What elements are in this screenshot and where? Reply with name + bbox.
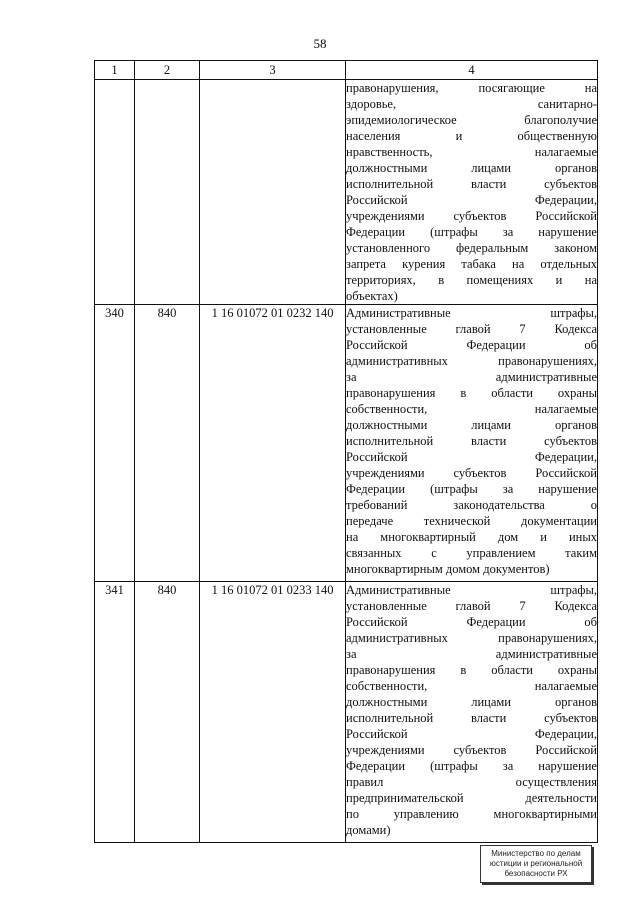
description-line: на многоквартирный дом и иных	[346, 530, 597, 544]
description-line: Федерации (штрафы за нарушение	[346, 225, 597, 239]
description-line: исполнительной власти субъектов	[346, 434, 597, 448]
description-line: объектах)	[346, 289, 398, 303]
column-header: 4	[346, 61, 598, 80]
ministry-registration-stamp	[480, 845, 592, 883]
description-line: эпидемиологическое благополучие	[346, 113, 597, 127]
administrator-code: 840	[135, 582, 200, 843]
budget-classification-code	[200, 80, 346, 305]
table-row	[95, 305, 598, 582]
description-line: учреждениями субъектов Российской	[346, 466, 597, 480]
row-description	[346, 80, 598, 305]
description-line: передаче технической документации	[346, 514, 597, 528]
row-number: 341	[95, 582, 135, 843]
budget-classification-code: 1 16 01072 01 0232 140	[200, 305, 346, 582]
description-line: собственности, налагаемые	[346, 402, 597, 416]
description-line: установленные главой 7 Кодекса	[346, 322, 597, 336]
description-line: исполнительной власти субъектов	[346, 711, 597, 725]
description-line: правонарушения в области охраны	[346, 386, 597, 400]
description-line: административных правонарушениях,	[346, 354, 597, 368]
description-line: предпринимательской деятельности	[346, 791, 597, 805]
description-line: учреждениями субъектов Российской	[346, 209, 597, 223]
description-line: Российской Федерации,	[346, 450, 597, 464]
description-line: должностными лицами органов	[346, 418, 597, 432]
description-line: за административные	[346, 370, 597, 384]
description-line: нравственность, налагаемые	[346, 145, 597, 159]
description-line: Российской Федерации об	[346, 615, 597, 629]
administrator-code: 840	[135, 305, 200, 582]
budget-codes-table	[94, 60, 598, 843]
description-line: Федерации (штрафы за нарушение	[346, 482, 597, 496]
description-line: территориях, в помещениях и на	[346, 273, 597, 287]
row-description	[346, 582, 598, 843]
table-row	[95, 80, 598, 305]
description-line: исполнительной власти субъектов	[346, 177, 597, 191]
stamp-line: безопасности РХ	[504, 869, 568, 878]
description-line: административных правонарушениях,	[346, 631, 597, 645]
description-line: Административные штрафы,	[346, 306, 597, 320]
stamp-line: юстиции и региональной	[489, 859, 583, 868]
administrator-code	[135, 80, 200, 305]
description-line: учреждениями субъектов Российской	[346, 743, 597, 757]
description-line: Федерации (штрафы за нарушение	[346, 759, 597, 773]
column-header: 2	[135, 61, 200, 80]
description-line: по управлению многоквартирными	[346, 807, 597, 821]
row-number	[95, 80, 135, 305]
description-line: Российской Федерации об	[346, 338, 597, 352]
description-line: домами)	[346, 823, 391, 837]
description-line: связанных с управлением таким	[346, 546, 597, 560]
table-row	[95, 582, 598, 843]
description-line: должностными лицами органов	[346, 161, 597, 175]
description-line: требований законодательства о	[346, 498, 597, 512]
table-header-row	[95, 61, 598, 80]
description-line: правил осуществления	[346, 775, 597, 789]
description-line: установленного федеральным законом	[346, 241, 597, 255]
description-line: собственности, налагаемые	[346, 679, 597, 693]
description-line: Административные штрафы,	[346, 583, 597, 597]
page-number: 58	[313, 36, 327, 51]
description-line: населения и общественную	[346, 129, 597, 143]
description-line: здоровье, санитарно-	[346, 97, 597, 111]
column-header: 1	[95, 61, 135, 80]
description-line: многоквартирным домом документов)	[346, 562, 550, 576]
description-line: запрета курения табака на отдельных	[346, 257, 597, 271]
column-header: 3	[200, 61, 346, 80]
description-line: установленные главой 7 Кодекса	[346, 599, 597, 613]
description-line: правонарушения в области охраны	[346, 663, 597, 677]
description-line: правонарушения, посягающие на	[346, 81, 597, 95]
budget-classification-code: 1 16 01072 01 0233 140	[200, 582, 346, 843]
description-line: Российской Федерации,	[346, 727, 597, 741]
description-line: должностными лицами органов	[346, 695, 597, 709]
stamp-line: Министерство по делам	[491, 849, 581, 858]
description-line: за административные	[346, 647, 597, 661]
description-line: Российской Федерации,	[346, 193, 597, 207]
row-number: 340	[95, 305, 135, 582]
row-description	[346, 305, 598, 582]
